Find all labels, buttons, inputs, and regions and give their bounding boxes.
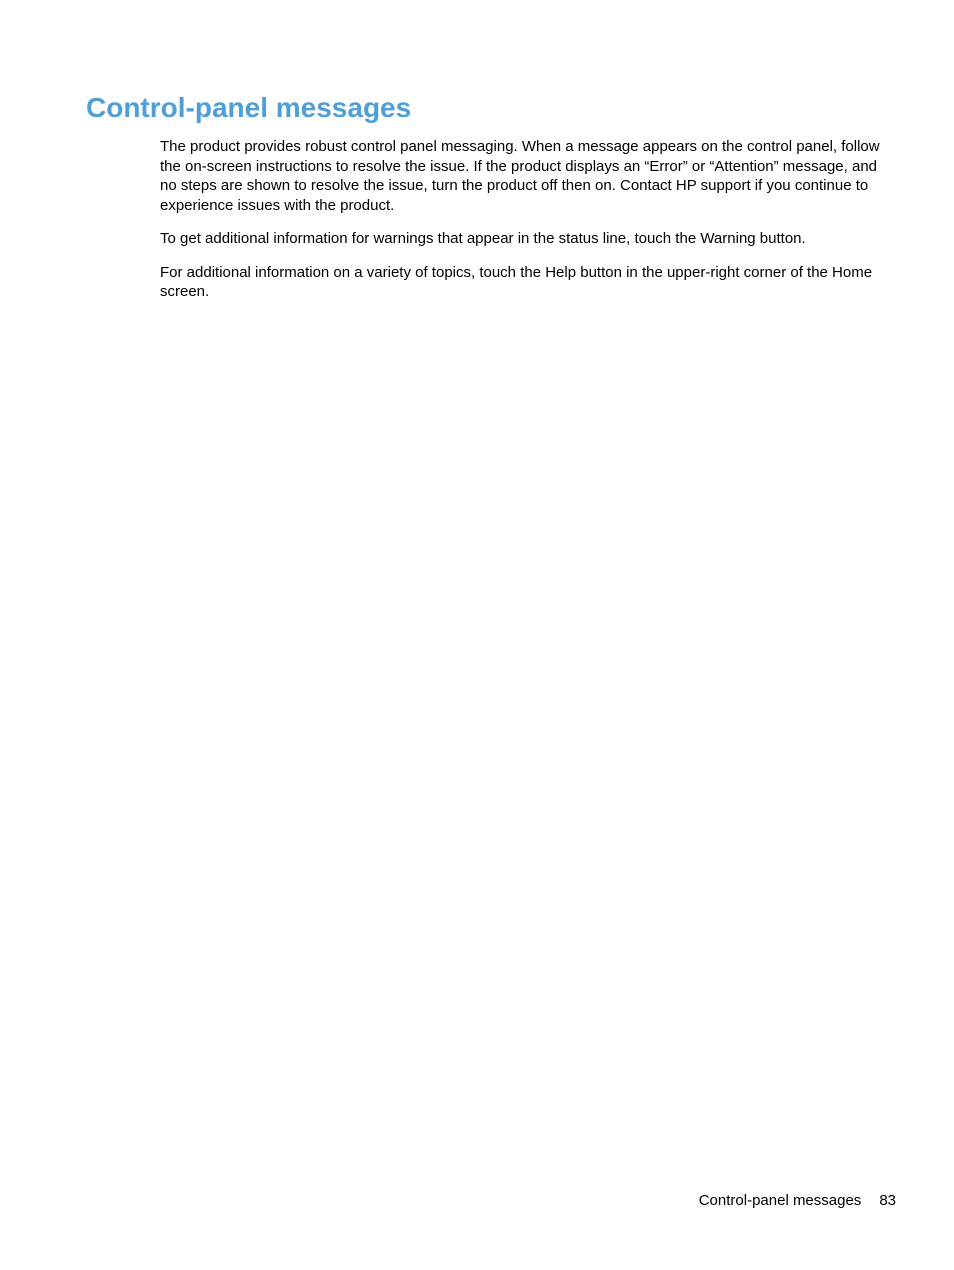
- page-number: 83: [879, 1192, 896, 1209]
- paragraph-warning-button: To get additional information for warnings that appear in the status line, touch the Warning button.: [160, 230, 806, 247]
- page-footer: [699, 1190, 896, 1212]
- footer-section-title: Control-panel messages: [698, 1192, 862, 1209]
- body-text: [160, 137, 880, 316]
- page-title: Control-panel messages: [86, 92, 412, 123]
- paragraph-control-panel-messaging: The product provides robust control panel messaging. When a message appears on the control panel, follow the on-screen instructions to resolve the issue. If the product displays an “Error” or “Attention” message, and no steps are shown to resolve the issue, turn the product off then on. Contact HP support if you continue to experience issues with the product.: [160, 138, 880, 214]
- paragraph-help-button: For additional information on a variety of topics, touch the Help button in the upper-right corner of the Home screen.: [160, 263, 873, 300]
